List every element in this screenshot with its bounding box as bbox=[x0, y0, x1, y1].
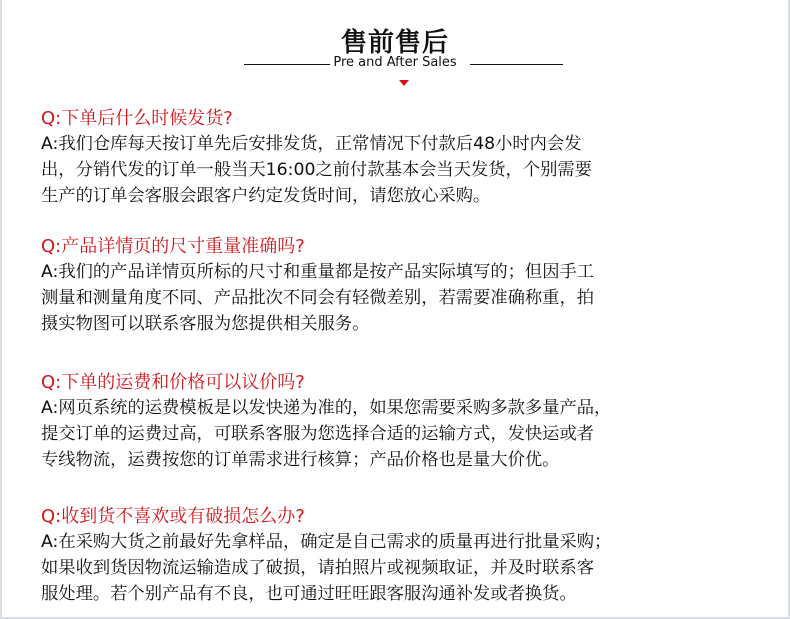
faq-answer-line: 生产的订单会客服会跟客户约定发货时间，请您放心采购。 bbox=[41, 186, 491, 206]
title-divider-right bbox=[470, 64, 563, 65]
faq-answer-line: 摄实物图可以联系客服为您提供相关服务。 bbox=[41, 314, 370, 334]
section-header bbox=[0, 0, 790, 110]
faq-answer-line: 测量和测量角度不同、产品批次不同会有轻微差别，若需要准确称重，拍 bbox=[41, 288, 595, 308]
faq-answer-line: A:我们的产品详情页所标的尺寸和重量都是按产品实际填写的；但因手工 bbox=[41, 262, 595, 282]
page-subtitle: Pre and After Sales bbox=[333, 55, 457, 70]
faq-item-size-weight bbox=[41, 235, 781, 337]
faq-question: Q:收到货不喜欢或有破损怎么办? bbox=[41, 506, 305, 527]
faq-answer-line: A:网页系统的运费模板是以发快递为准的，如果您需要采购多款多量产品， bbox=[41, 398, 612, 418]
faq-answer-line: 专线物流，运费按您的订单需求进行核算；产品价格也是量大价优。 bbox=[41, 450, 560, 470]
faq-item-damage-return bbox=[41, 505, 781, 607]
faq-answer-line: A:在采购大货之前最好先拿样品，确定是自己需求的质量再进行批量采购； bbox=[41, 532, 612, 552]
faq-question: Q:下单的运费和价格可以议价吗? bbox=[41, 372, 305, 393]
faq-question: Q:下单后什么时候发货? bbox=[41, 108, 233, 129]
faq-answer-line: 出，分销代发的订单一般当天16:00之前付款基本会当天发货，个别需要 bbox=[41, 160, 592, 180]
faq-answer bbox=[41, 131, 781, 209]
faq-item-shipping-time bbox=[41, 107, 781, 209]
faq-answer bbox=[41, 395, 781, 473]
faq-answer-line: 提交订单的运费过高，可联系客服为您选择合适的运输方式，发快运或者 bbox=[41, 424, 595, 444]
faq-item-shipping-price bbox=[41, 371, 781, 473]
faq-answer bbox=[41, 529, 781, 607]
faq-answer-line: 服处理。若个别产品有不良，也可通过旺旺跟客服沟通补发或者换货。 bbox=[41, 584, 577, 604]
page-title: 售前售后 bbox=[340, 28, 449, 58]
faq-answer bbox=[41, 259, 781, 337]
faq-question: Q:产品详情页的尺寸重量准确吗? bbox=[41, 236, 305, 257]
faq-answer-line: 如果收到货因物流运输造成了破损，请拍照片或视频取证，并及时联系客 bbox=[41, 558, 595, 578]
triangle-marker-icon bbox=[399, 80, 409, 86]
faq-answer-line: A:我们仓库每天按订单先后安排发货，正常情况下付款后48小时内会发 bbox=[41, 134, 582, 154]
